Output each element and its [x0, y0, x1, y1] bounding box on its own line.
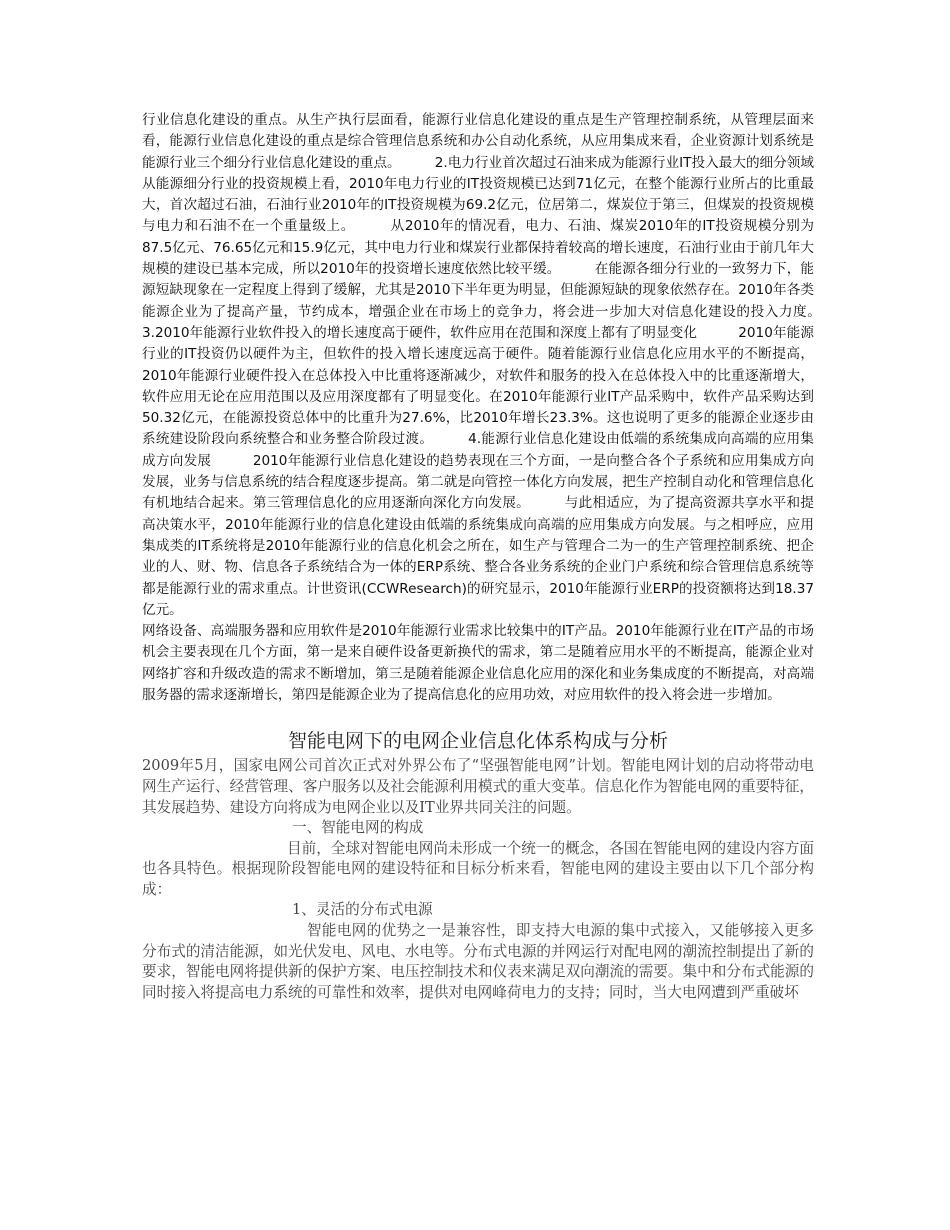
composition-paragraph: 目前，全球对智能电网尚未形成一个统一的概念，各国在智能电网的建设内容方面也各具特色。根据现阶段智能电网的建设特征和目标分析来看，智能电网的建设主要由以下几个部分构成：	[142, 839, 814, 898]
subsection-heading-distributed-power: 1、灵活的分布式电源	[292, 901, 433, 919]
article-title: 智能电网下的电网企业信息化体系构成与分析	[287, 730, 668, 753]
energy-it-market-paragraph: 网络设备、高端服务器和应用软件是2010年能源行业需求比较集中的IT产品。2010年能源行业在IT产品的市场机会主要表现在几个方面，第一是来自硬件设备更新换代的需求，第二是随着应用水平的不断提高，能源企业对网络扩容和升级改造的需求不断增加，第三是随着能源企业信息化应用的深化和业务集成度的不断提高，对高端服务器的需求逐渐增长，第四是能源企业为了提高信息化的应用功效，对应用软件的投入将会进一步增加。	[142, 623, 814, 704]
energy-it-paragraph: 行业信息化建设的重点。从生产执行层面看，能源行业信息化建设的重点是生产管理控制系统，从管理层面来看，能源行业信息化建设的重点是综合管理信息系统和办公自动化系统，从应用集成来看，企业资源计划系统是能源行业三个细分行业信息化建设的重点。 2.电力行业首次超过石油来成为能源行业IT投入最大的细分领域 从能源细分行业的投资规模上看，2010年电力行业的IT投资规模已达到71亿元，在整个能源行业所占的比重最大，首次超过石油，石油行业2010年的IT投资规模为69.2亿元，位居第二，煤炭位于第三，但煤炭的投资规模与电力和石油不在一个重量级上。 从2010年的情况看，电力、石油、煤炭2010年的IT投资规模分别为87.5亿元、76.65亿元和15.9亿元，其中电力行业和煤炭行业都保持着较高的增长速度，石油行业由于前几年大规模的建设已基本完成，所以2010年的投资增长速度依然比较平缓。 在能源各细分行业的一致努力下，能源短缺现象在一定程度上得到了缓解，尤其是2010下半年更为明显，但能源短缺的现象依然存在。2010年各类能源企业为了提高产量，节约成本，增强企业在市场上的竞争力，将会进一步加大对信息化建设的投入力度。 3.2010年能源行业软件投入的增长速度高于硬件，软件应用在范围和深度上都有了明显变化 2010年能源行业的IT投资仍以硬件为主，但软件的投入增长速度远高于硬件。随着能源行业信息化应用水平的不断提高，2010年能源行业硬件投入在总体投入中比重将逐渐减少，对软件和服务的投入在总体投入中的比重逐渐增大，软件应用无论在应用范围以及应用深度都有了明显变化。在2010年能源行业IT产品采购中，软件产品采购达到50.32亿元，在能源投资总体中的比重升为27.6%，比2010年增长23.3%。这也说明了更多的能源企业逐步由系统建设阶段向系统整合和业务整合阶段过渡。 4.能源行业信息化建设由低端的系统集成向高端的应用集成方向发展 2010年能源行业信息化建设的趋势表现在三个方面，一是向整合各个子系统和应用集成方向发展，业务与信息系统的结合程度逐步提高。第二就是向管控一体化方向发展，把生产控制自动化和管理信息化有机地结合起来。第三管理信息化的应用逐渐向深化方向发展。 与此相适应，为了提高资源共享水平和提高决策水平，2010年能源行业的信息化建设由低端的系统集成向高端的应用集成方向发展。与之相呼应，应用集成类的IT系统将是2010年能源行业的信息化机会之所在，如生产与管理合二为一的生产管理控制系统、把企业的人、财、物、信息各子系统结合为一体的ERP系统、整合各业务系统的企业门户系统和综合管理信息系统等都是能源行业的需求重点。计世资讯(CCWResearch)的研究显示，2010年能源行业ERP的投资额将达到18.37亿元。	[142, 112, 855, 618]
intro-paragraph: 2009年5月，国家电网公司首次正式对外界公布了“坚强智能电网”计划。智能电网计划的启动将带动电网生产运行、经营管理、客户服务以及社会能源利用模式的重大变革。信息化作为智能电网的重要特征，其发展趋势、建设方向将成为电网企业以及IT业界共同关注的问题。	[142, 757, 814, 816]
document-page	[142, 110, 855, 1003]
section-heading-composition: 一、智能电网的构成	[292, 819, 424, 837]
distributed-power-paragraph: 智能电网的优势之一是兼容性，即支持大电源的集中式接入，又能够接入更多分布式的清洁能源，如光伏发电、风电、水电等。分布式电源的并网运行对配电网的潮流控制提出了新的要求，智能电网将提供新的保护方案、电压控制技术和仪表来满足双向潮流的需要。集中和分布式能源的同时接入将提高电力系统的可靠性和效率，提供对电网峰荷电力的支持；同时，当大电网遭到严重破坏	[142, 922, 814, 1001]
